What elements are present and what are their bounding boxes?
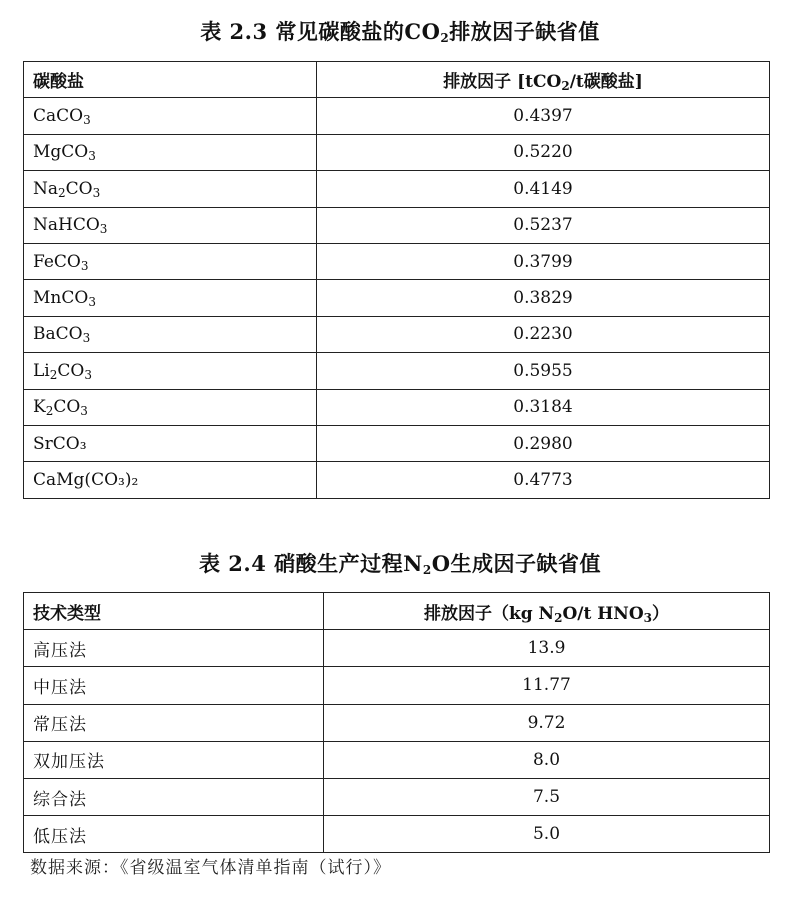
table-caption: 表 2.4 硝酸生产过程$N_2O$生成因子缺省值 — [198, 551, 601, 577]
emission-factor-cell: 0.2230 — [317, 316, 770, 352]
carbonate-name-cell: MnCO$_3$ — [24, 280, 317, 316]
emission-factor-cell: 0.4773 — [317, 462, 770, 498]
carbonate-name-cell: SrCO₃ — [24, 425, 317, 461]
column-header-technology-type: 技术类型 — [24, 593, 324, 630]
technology-name-cell: 综合法 — [24, 778, 324, 815]
emission-factor-cell: 13.9 — [324, 630, 770, 667]
emission-factor-cell: 0.4397 — [317, 98, 770, 134]
table-row — [24, 704, 770, 741]
data-source-note: 数据来源：《省级温室气体清单指南（试行）》 — [30, 858, 391, 878]
technology-name-cell: 常压法 — [24, 704, 324, 741]
carbonate-name-cell: MgCO$_3$ — [24, 134, 317, 170]
technology-name-cell: 双加压法 — [24, 741, 324, 778]
emission-factor-cell: 0.3184 — [317, 389, 770, 425]
carbonate-name-cell: BaCO$_3$ — [24, 316, 317, 352]
emission-factor-cell: 0.5220 — [317, 134, 770, 170]
table-header-row — [24, 62, 770, 98]
emission-factor-cell: 11.77 — [324, 667, 770, 704]
table-header-row — [24, 593, 770, 630]
table-row — [24, 353, 770, 389]
table-row — [24, 98, 770, 134]
carbonate-emission-table — [23, 61, 770, 499]
table-row — [24, 243, 770, 279]
emission-factor-cell: 0.3829 — [317, 280, 770, 316]
column-header-emission-factor: 排放因子（kg $N_2O/t$ $HNO_3$） — [324, 593, 770, 630]
carbonate-name-cell: $Na_2CO_3$ — [24, 171, 317, 207]
carbonate-name-cell: FeCO$_3$ — [24, 243, 317, 279]
nitric-acid-emission-table — [23, 592, 770, 853]
table-row — [24, 207, 770, 243]
column-header-carbonate: 碳酸盐 — [24, 62, 317, 98]
table-row — [24, 462, 770, 498]
table-row — [24, 316, 770, 352]
emission-factor-cell: 5.0 — [324, 816, 770, 853]
emission-factor-cell: 0.5237 — [317, 207, 770, 243]
table-row — [24, 389, 770, 425]
emission-factor-cell: 9.72 — [324, 704, 770, 741]
carbonate-name-cell: CaCO$_3$ — [24, 98, 317, 134]
emission-factor-cell: 8.0 — [324, 741, 770, 778]
table-row — [24, 630, 770, 667]
table-row — [24, 425, 770, 461]
emission-factor-cell: 0.2980 — [317, 425, 770, 461]
emission-factor-cell: 7.5 — [324, 778, 770, 815]
table-row — [24, 134, 770, 170]
table-row — [24, 280, 770, 316]
carbonate-name-cell: CaMg(CO₃)₂ — [24, 462, 317, 498]
table-row — [24, 741, 770, 778]
emission-factor-cell: 0.5955 — [317, 353, 770, 389]
table-row — [24, 171, 770, 207]
emission-factor-cell: 0.4149 — [317, 171, 770, 207]
emission-factor-cell: 0.3799 — [317, 243, 770, 279]
carbonate-name-cell: NaHCO$_3$ — [24, 207, 317, 243]
carbonate-name-cell: $K_2CO_3$ — [24, 389, 317, 425]
table-row — [24, 816, 770, 853]
carbonate-name-cell: $Li_2CO_3$ — [24, 353, 317, 389]
table-row — [24, 667, 770, 704]
technology-name-cell: 中压法 — [24, 667, 324, 704]
table-caption: 表 2.3 常见碳酸盐的$CO_2$排放因子缺省值 — [200, 19, 600, 45]
table-row — [24, 778, 770, 815]
technology-name-cell: 高压法 — [24, 630, 324, 667]
technology-name-cell: 低压法 — [24, 816, 324, 853]
column-header-emission-factor: 排放因子 [tCO$_2$/t碳酸盐] — [317, 62, 770, 98]
